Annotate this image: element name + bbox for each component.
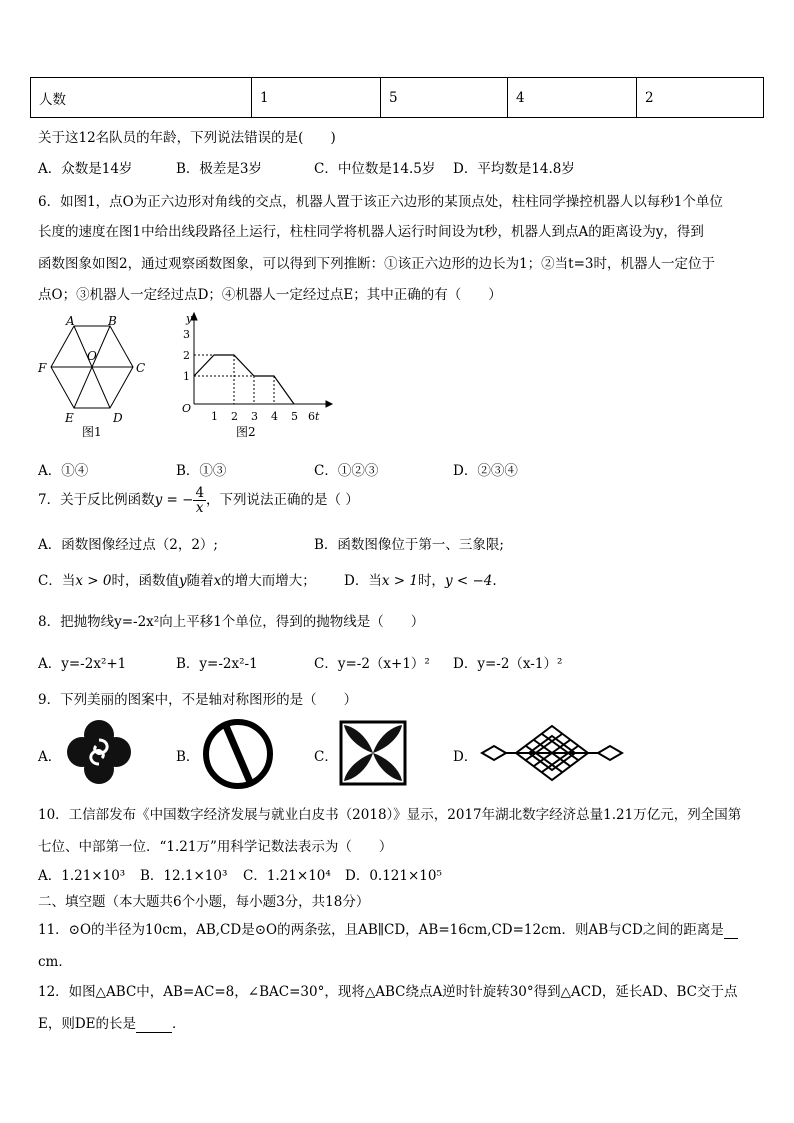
fraction-numerator: 4 [195, 485, 205, 501]
q5-option-c: C．中位数是14.5岁 [314, 161, 436, 177]
q6-line4: 点O；③机器人一定经过点D；④机器人一定经过点E；其中正确的有（ ） [38, 287, 502, 303]
q7-suffix: ，下列说法正确的是（ ） [206, 492, 359, 508]
label-f: F [38, 361, 47, 375]
q5-option-d: D．平均数是14.8岁 [453, 161, 575, 177]
q6-line1: 6．如图1，点O为正六边形对角线的交点，机器人置于该正六边形的某顶点处，柱柱同学操控机器人以每秒1个单位 [38, 194, 723, 210]
q12-text: E，则DE的长是 [38, 1016, 137, 1032]
q11-line1 [38, 918, 738, 939]
q6-option-a: A．①④ [38, 463, 89, 479]
q7-d-math: y < −4 [444, 573, 493, 589]
graph-curve [194, 355, 294, 404]
q7-c-math: x > 0 [75, 573, 112, 589]
table-cell: 2 [637, 78, 764, 118]
function-graph [170, 308, 335, 443]
section-heading: 二、填空题（本大题共6个小题，每小题3分，共18分） [38, 894, 370, 910]
q5-option-b: B．极差是3岁 [176, 161, 263, 177]
q12-text: ． [172, 1016, 186, 1032]
q5-stem: 关于这12名队员的年龄，下列说法错误的是( ) [38, 130, 336, 146]
q10-line2: 七位、中部第一位．“1.21万”用科学记数法表示为（ ） [38, 839, 393, 855]
q7-function-lhs: y = − [154, 492, 194, 508]
q7-c-text: C．当 [38, 573, 76, 589]
q9-option-a: A． [38, 749, 62, 765]
q7-c-math: y [178, 573, 187, 589]
fig2-caption: 图2 [236, 425, 256, 439]
q7-option-b: B．函数图像位于第一、三象限; [314, 537, 504, 553]
q7-d-text: D．当 [344, 573, 382, 589]
q7-c-math: x [213, 573, 222, 589]
q8-stem: 8．把抛物线y=-2x²向上平移1个单位，得到的抛物线是（ ） [38, 614, 425, 630]
q7-d-text: . [492, 573, 497, 589]
q6-option-c: C．①②③ [314, 463, 379, 479]
q11-line2: cm． [38, 954, 72, 970]
label-e: E [65, 411, 74, 425]
x-tick: 2 [231, 410, 238, 423]
q8-option-d: D．y=-2（x-1）² [453, 656, 563, 672]
pattern-c-image [338, 720, 408, 786]
pattern-a-image [62, 718, 136, 786]
q7-prefix: 7．关于反比例函数 [38, 492, 155, 508]
q7-option-c [38, 569, 316, 589]
x-tick: 5 [291, 410, 298, 423]
label-d: D [113, 411, 123, 425]
pattern-b-image [198, 716, 278, 792]
age-table [30, 77, 764, 118]
q10-option-b: B．12.1×10³ [140, 868, 228, 884]
q7-option-d [344, 569, 497, 589]
q9-option-c: C． [314, 749, 338, 765]
table-cell: 1 [252, 78, 381, 118]
q7-option-a: A．函数图像经过点（2，2）; [38, 537, 218, 553]
y-tick: 1 [183, 370, 190, 383]
x-tick: 4 [271, 410, 278, 423]
y-tick: 2 [183, 349, 190, 362]
q9-option-d: D． [453, 749, 478, 765]
q11-text: 11．⊙O的半径为10cm，AB,CD是⊙O的两条弦，且AB∥CD，AB=16cm,CD=12cm．则AB与CD之间的距离是 [38, 922, 724, 938]
x-tick: 6 [308, 410, 315, 423]
q8-option-a: A．y=-2x²+1 [38, 656, 127, 672]
q10-option-a: A．1.21×10³ [38, 868, 126, 884]
q12-line1: 12．如图△ABC中，AB=AC=8，∠BAC=30°，现将△ABC绕点A逆时针旋转30°得到△ACD，延长AD、BC交于点 [38, 984, 738, 1000]
fig1-caption: 图1 [82, 425, 102, 439]
q6-option-b: B．①③ [176, 463, 227, 479]
q7-d-math: x > 1 [381, 573, 418, 589]
q7-d-text: 时， [417, 573, 445, 589]
q12-line2 [38, 1012, 186, 1033]
q7-c-text: 的增大而增大； [221, 573, 316, 589]
q7-fraction [193, 486, 206, 515]
q10-line1: 10．工信部发布《中国数字经济发展与就业白皮书（2018）》显示，2017年湖北数字经济总量1.21万亿元，列全国第 [38, 807, 742, 823]
q8-option-b: B．y=-2x²-1 [176, 656, 258, 672]
q11-answer-blank[interactable] [724, 922, 738, 939]
q9-stem: 9．下列美丽的图案中，不是轴对称图形的是（ ） [38, 692, 358, 708]
pattern-d-image [478, 722, 626, 784]
y-tick: 3 [183, 328, 190, 341]
origin-label: O [182, 402, 192, 415]
q12-answer-blank[interactable] [136, 1016, 172, 1033]
q7-c-text: 时，函数值 [111, 573, 179, 589]
fraction-denominator: x [195, 500, 204, 516]
label-a: A [66, 314, 75, 328]
x-tick: 1 [211, 410, 218, 423]
label-o: O [87, 349, 97, 363]
q6-line2: 长度的速度在图1中给出线段路径上运行，柱柱同学将机器人运行时间设为t秒，机器人到点A的距离设为y，得到 [38, 224, 704, 240]
q5-option-a: A．众数是14岁 [38, 161, 133, 177]
hexagon-figure [32, 310, 162, 440]
q9-option-b: B． [176, 749, 200, 765]
q6-option-d: D．②③④ [453, 463, 518, 479]
x-axis-label: t [315, 410, 320, 423]
table-cell: 5 [381, 78, 508, 118]
label-c: C [136, 361, 146, 375]
q6-line3: 函数图象如图2，通过观察函数图象，可以得到下列推断：①该正六边形的边长为1；②当t=3时，机器人一定位于 [38, 256, 716, 272]
table-row [31, 78, 764, 118]
q7-stem [38, 486, 359, 515]
q10-option-c: C．1.21×10⁴ [243, 868, 331, 884]
table-cell: 4 [508, 78, 637, 118]
q8-option-c: C．y=-2（x+1）² [314, 656, 430, 672]
q7-c-text: 随着 [186, 573, 214, 589]
x-tick: 3 [251, 410, 258, 423]
y-axis-label: y [186, 312, 193, 325]
x-axis-arrow [326, 401, 332, 407]
q10-option-d: D．0.121×10⁵ [345, 868, 442, 884]
label-b: B [108, 314, 117, 328]
table-cell: 人数 [31, 78, 252, 118]
